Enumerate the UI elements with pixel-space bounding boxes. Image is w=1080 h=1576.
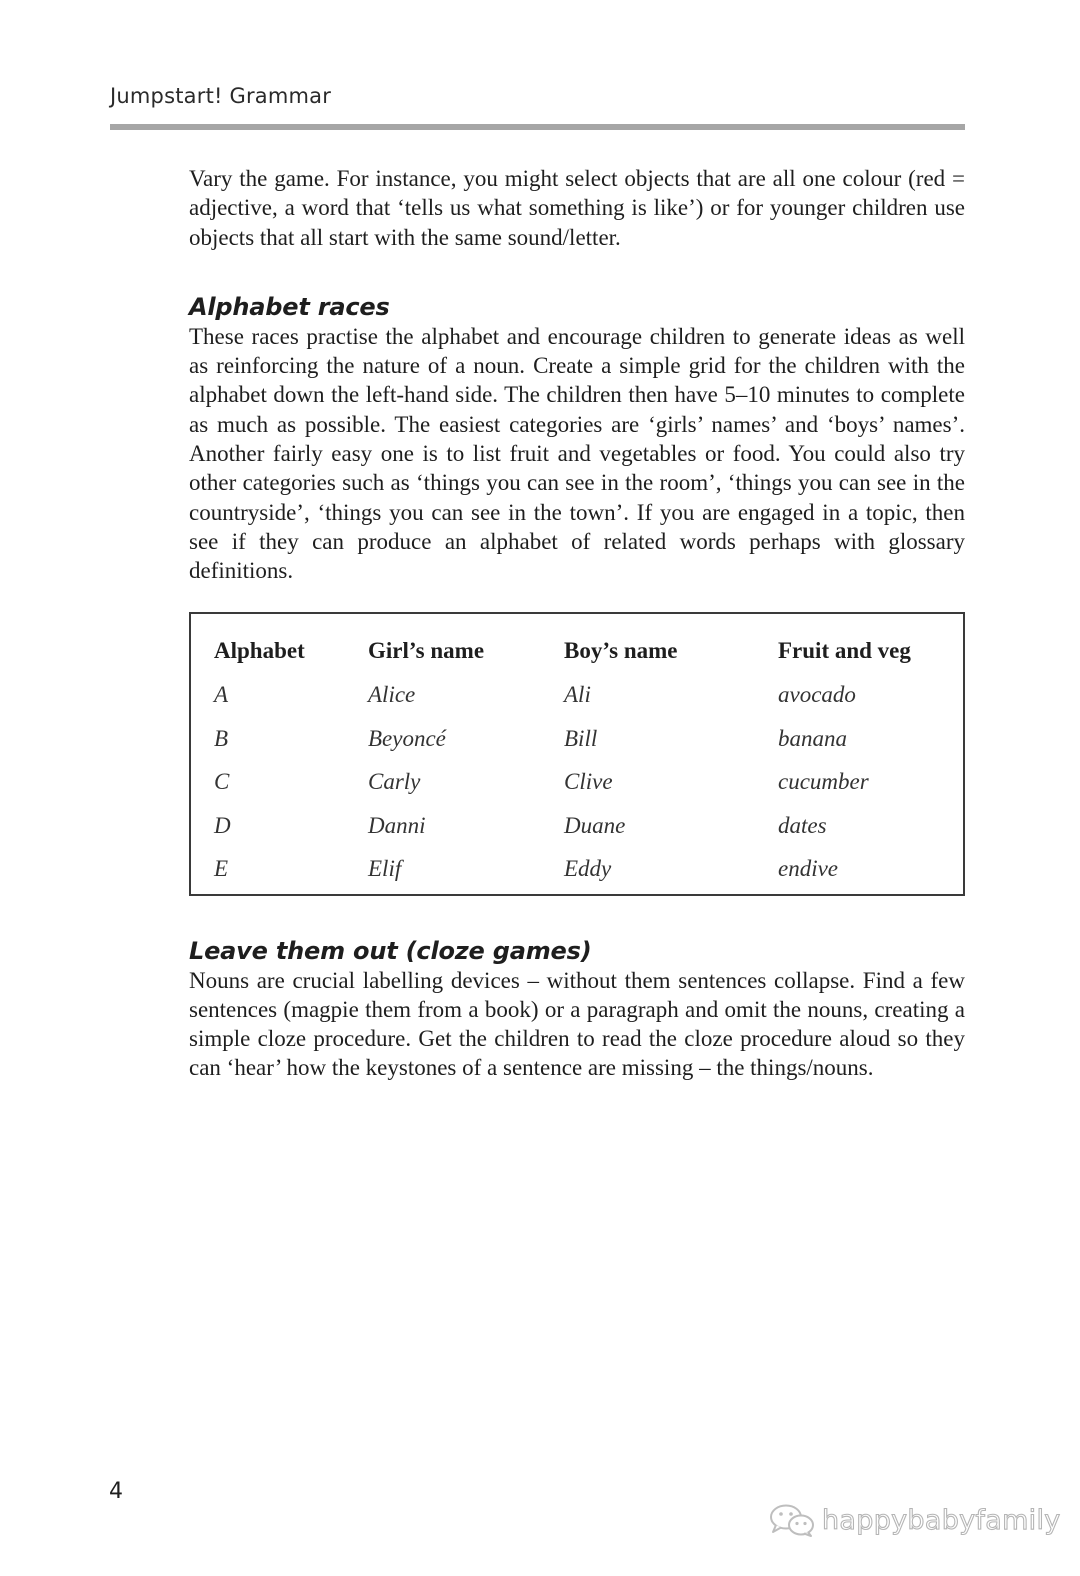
- table-row: [214, 848, 953, 892]
- table-cell: endive: [778, 856, 839, 882]
- table-cell: Clive: [564, 769, 613, 795]
- table-cell: A: [214, 681, 229, 707]
- header-rule: [110, 124, 965, 130]
- table-row: [214, 804, 953, 848]
- table-cell: cucumber: [778, 769, 869, 795]
- table-cell: Beyoncé: [368, 725, 446, 751]
- table-cell: Duane: [564, 812, 626, 838]
- table-cell: Elif: [368, 856, 402, 882]
- table-cell: E: [214, 856, 229, 882]
- table-cell: Eddy: [564, 856, 612, 882]
- page-content: [189, 164, 965, 1083]
- alphabet-races-paragraph: These races practise the alphabet and encourage children to generate ideas as well as reinforcing the nature of a noun. Create a simple grid for the children with the alphabet down the left-hand side. The children then have 5–10 minutes to complete as much as possible. The easiest categories are ‘girls’ names’ and ‘boys’ names’. Another fairly easy one is to list fruit and vegetables or food. You could also try other categories such as ‘things you can see in the room’, ‘things you can see in the countryside’, ‘things you can see in the town’. If you are engaged in a topic, then see if they can produce an alphabet of related words perhaps with glossary definitions.: [189, 323, 965, 584]
- table-row: [214, 760, 953, 804]
- table-header-cell: Alphabet: [214, 638, 305, 664]
- table-cell: B: [214, 725, 229, 751]
- intro-paragraph: Vary the game. For instance, you might select objects that are all one colour (red = adjective, a word that ‘tells us what something is like’) or for younger children use objects that all start with the same sound/letter.: [189, 166, 965, 250]
- watermark-text: happybabyfamily: [822, 1504, 1061, 1536]
- alphabet-grid-table: [189, 612, 965, 896]
- table-cell: banana: [778, 725, 847, 751]
- table-header-cell: Girl’s name: [368, 638, 485, 664]
- wechat-icon: [768, 1503, 816, 1537]
- watermark: [768, 1500, 1061, 1540]
- table-cell: Danni: [368, 812, 426, 838]
- table-cell: dates: [778, 812, 827, 838]
- table-cell: Alice: [368, 681, 416, 707]
- leave-them-out-paragraph: Nouns are crucial labelling devices – without them sentences collapse. Find a few sentences (magpie them from a book) or a paragraph and omit the nouns, creating a simple cloze procedure. Get the children to read the cloze procedure aloud so they can ‘hear’ how the keystones of a sentence are missing – the things/nouns.: [189, 967, 965, 1081]
- table-cell: C: [214, 769, 230, 795]
- table-row: [214, 673, 953, 717]
- page-number: 4: [109, 1479, 123, 1504]
- table-row: [214, 717, 953, 761]
- table-header-cell: Fruit and veg: [778, 638, 911, 664]
- leave-them-out-heading: Leave them out (cloze games): [189, 936, 592, 965]
- alphabet-races-heading: Alphabet races: [189, 292, 390, 321]
- table-cell: Ali: [564, 681, 591, 707]
- table-cell: D: [214, 812, 231, 838]
- table-cell: Carly: [368, 769, 421, 795]
- table-header-cell: Boy’s name: [564, 638, 678, 664]
- table-cell: Bill: [564, 725, 598, 751]
- running-head: Jumpstart! Grammar: [110, 84, 332, 108]
- table-header-row: [214, 630, 953, 674]
- table-cell: avocado: [778, 681, 856, 707]
